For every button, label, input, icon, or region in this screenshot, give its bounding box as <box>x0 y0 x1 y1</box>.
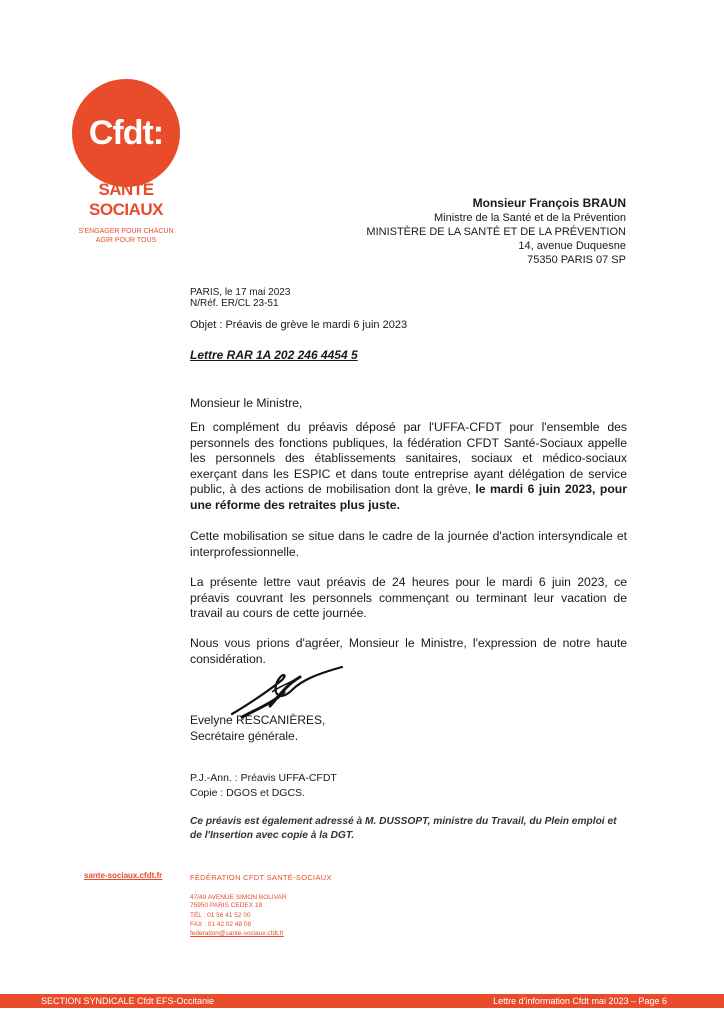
recipient-title: Ministre de la Santé et de la Prévention <box>433 212 626 224</box>
letter-reference: N/Réf. ER/CL 23-51 <box>190 298 279 309</box>
salutation: Monsieur le Ministre, <box>190 396 303 410</box>
recipient-ministry: MINISTÈRE DE LA SANTÉ ET DE LA PRÉVENTION <box>366 226 626 238</box>
paragraph-1-text: En complément du préavis déposé par l'UFFA-CFDT pour l'ensemble des personnels des fonctions publiques, la fédération CFDT Santé-Sociaux appelle les personnels des établissements sanitaires, sociaux et médico-sociaux exerçant dans les ESPIC et dans toute entreprise ayant délégation de service public, à des actions de mobilisation dont la grève, <box>190 420 627 496</box>
federation-name: FÉDÉRATION CFDT SANTÉ-SOCIAUX <box>190 873 332 882</box>
logo-line-sante: SANTÉ <box>98 180 154 199</box>
attachment-pj: P.J.-Ann. : Préavis UFFA-CFDT <box>190 772 337 784</box>
fax-number: FAX : 01 42 02 48 08 <box>190 921 252 928</box>
registered-letter-number: Lettre RAR 1A 202 246 4454 5 <box>190 348 358 362</box>
banner-section-label: SECTION SYNDICALE Cfdt EFS-Occitanie <box>41 996 215 1006</box>
letter-date: PARIS, le 17 mai 2023 <box>190 287 291 298</box>
paragraph-4: Nous vous prions d'agréer, Monsieur le Ministre, l'expression de notre haute considération. <box>190 636 627 666</box>
logo-text: Cfdt: <box>88 113 164 152</box>
paragraph-2: Cette mobilisation se situe dans le cadre de la journée d'action intersyndicale et interprofessionnelle. <box>190 529 627 559</box>
website-link[interactable]: sante-sociaux.cfdt.fr <box>84 871 163 880</box>
paragraph-3: La présente lettre vaut préavis de 24 heures pour le mardi 6 juin 2023, ce préavis couvrant les personnels commençant ou terminant leur vacation de travail au cours de cette journée. <box>190 575 627 620</box>
logo-line-sociaux: SOCIAUX <box>89 200 163 219</box>
recipient-name: Monsieur François BRAUN <box>472 196 626 210</box>
logo-tagline-1: S'ENGAGER POUR CHACUN <box>78 228 174 235</box>
logo-tagline-2: AGIR POUR TOUS <box>95 237 157 244</box>
phone-number: TÉL : 01 56 41 52 00 <box>190 912 251 919</box>
recipient-city: 75350 PARIS 07 SP <box>527 254 626 266</box>
address-line-2: 75950 PARIS CEDEX 19 <box>190 902 263 909</box>
email-link[interactable]: federation@sante-sociaux.cfdt.fr <box>190 930 284 937</box>
copy-note: Ce préavis est également adressé à M. DUSSOPT, ministre du Travail, du Plein emploi et de l'Insertion avec copie à la DGT. <box>190 816 617 841</box>
address-line-1: 47/49 AVENUE SIMON BOLIVAR <box>190 894 287 901</box>
attachment-copy: Copie : DGOS et DGCS. <box>190 787 305 799</box>
banner-page-label: Lettre d'information Cfdt mai 2023 – Page 6 <box>493 996 667 1006</box>
letter-subject: Objet : Préavis de grève le mardi 6 juin 2023 <box>190 319 408 331</box>
paragraph-1-bold: le mardi 6 juin 2023, pour une réforme des retraites plus juste. <box>190 482 627 512</box>
cfdt-logo <box>72 79 180 187</box>
signatory-role: Secrétaire générale. <box>190 729 299 743</box>
paragraph-1 <box>190 420 627 513</box>
recipient-street: 14, avenue Duquesne <box>518 240 626 252</box>
signatory-name: Evelyne RESCANIÈRES, <box>190 713 326 727</box>
